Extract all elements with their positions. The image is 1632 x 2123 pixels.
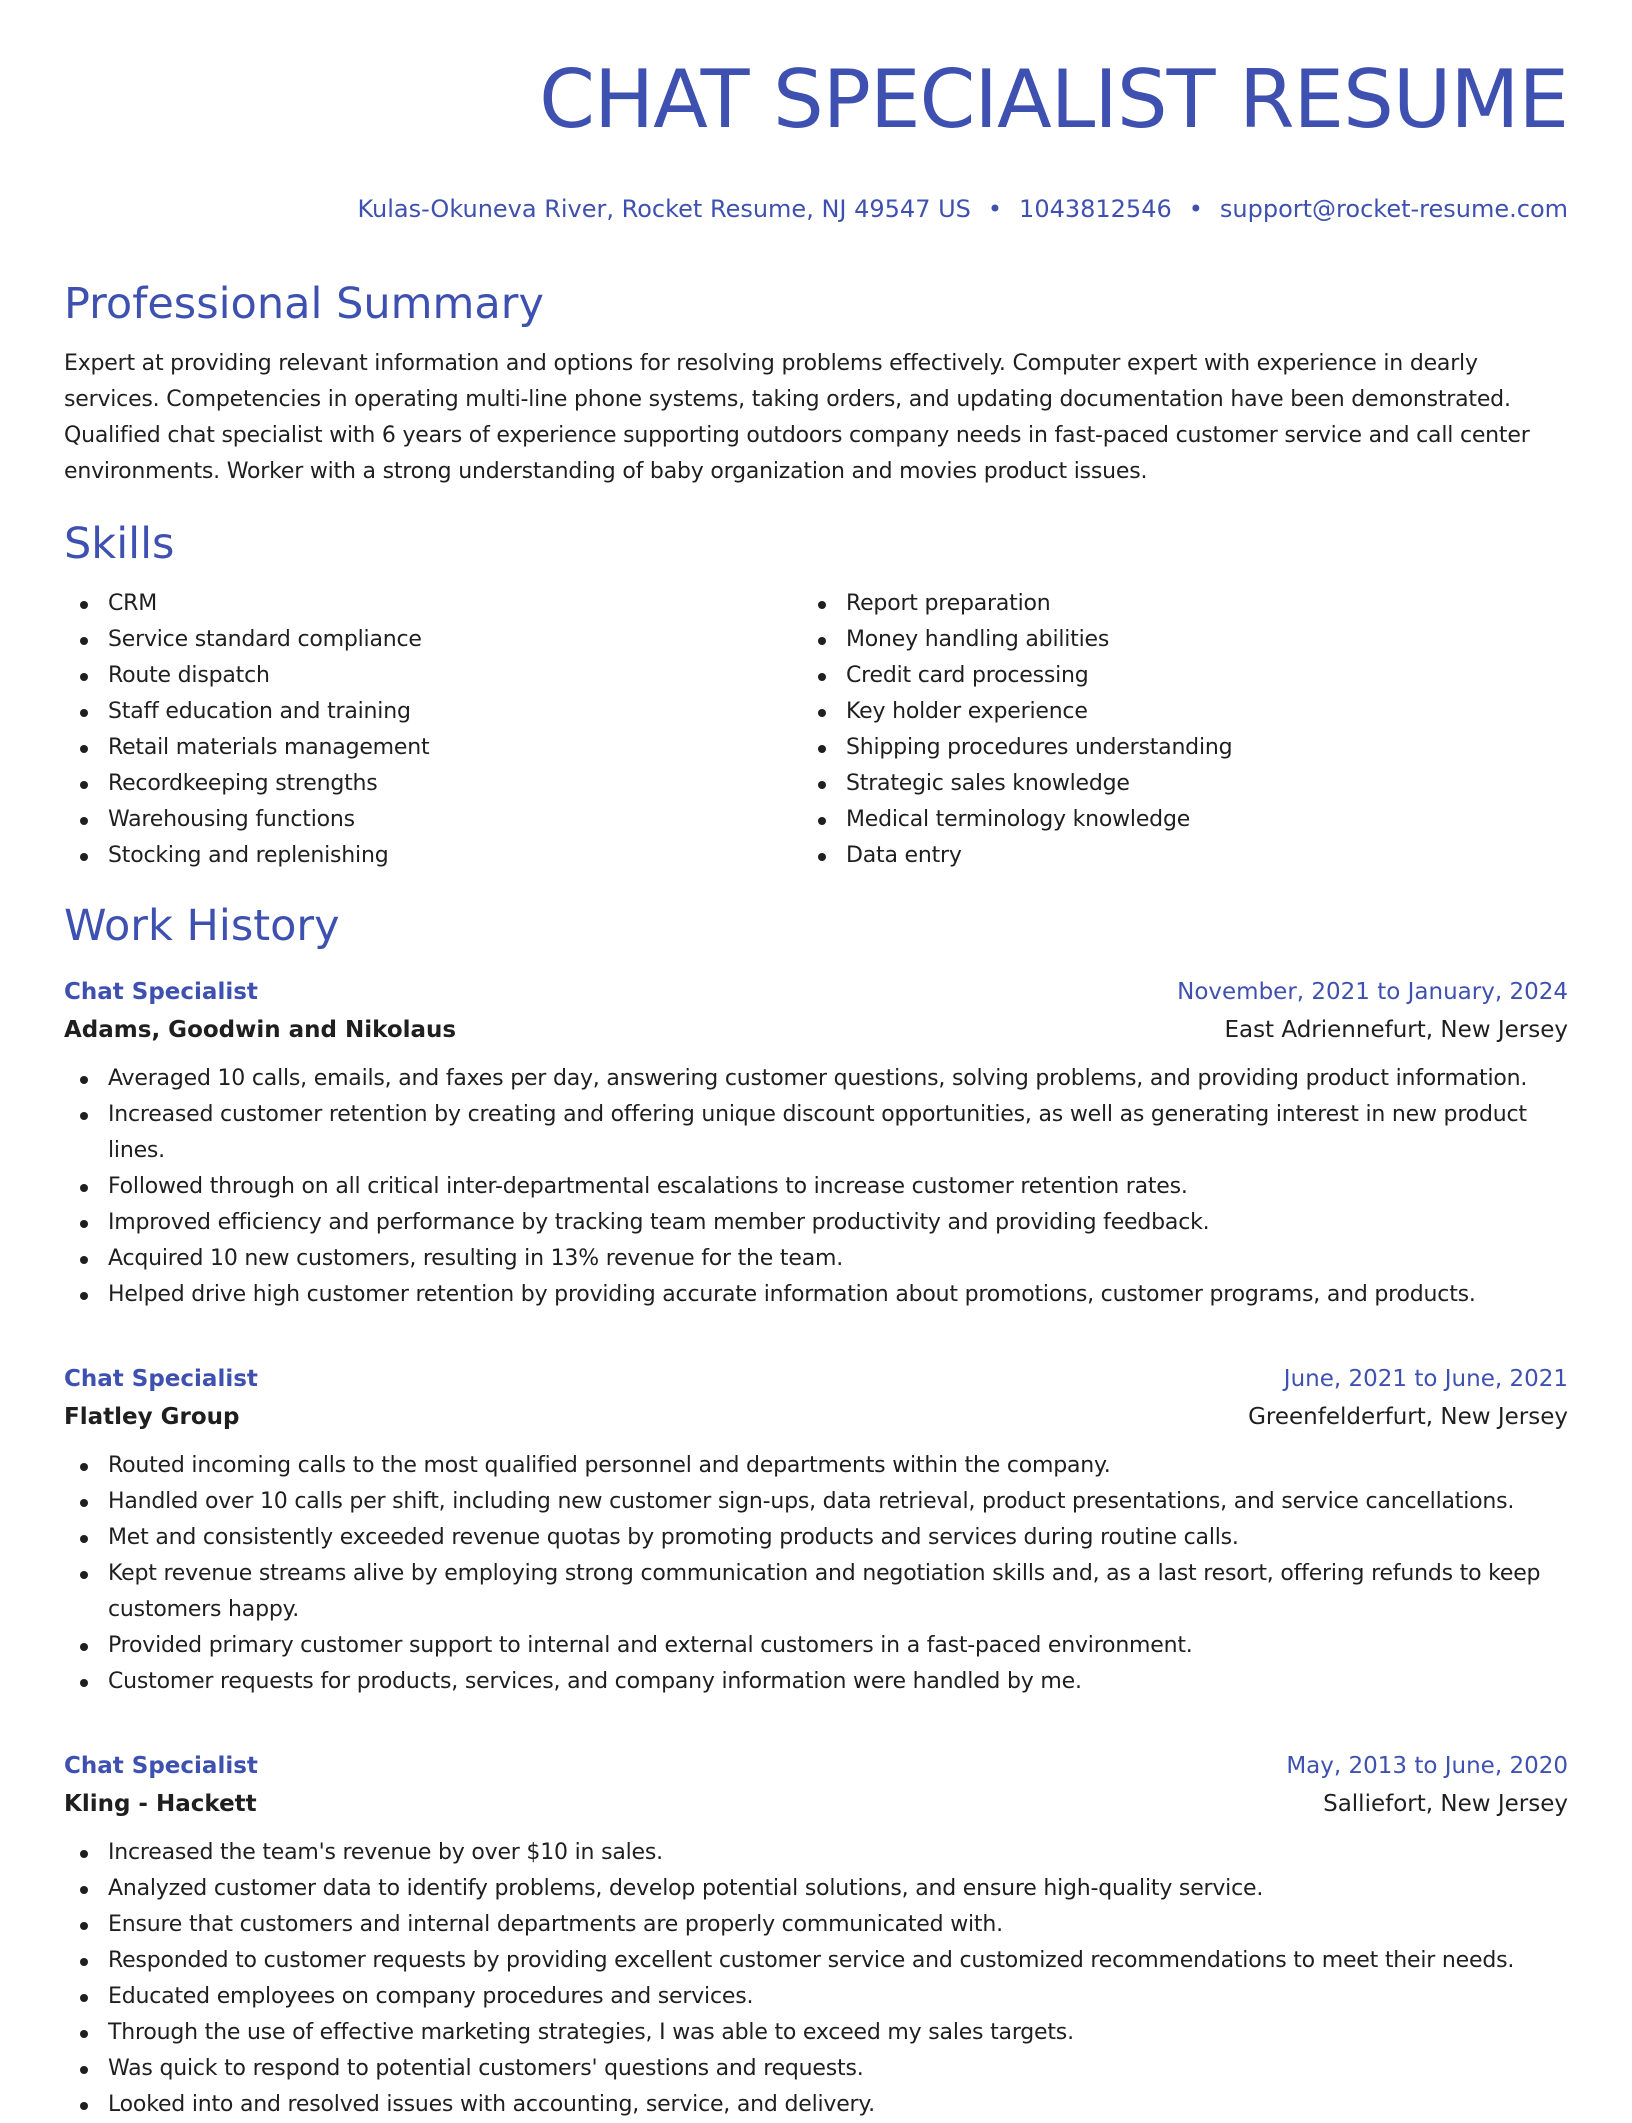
summary-heading: Professional Summary	[64, 279, 544, 329]
job-bullet: Handled over 10 calls per shift, including new customer sign-ups, data retrieval, product presentations, and service cancellations.	[64, 1484, 1568, 1520]
skill-item: Money handling abilities	[802, 622, 1540, 658]
job-bullet: Routed incoming calls to the most qualified personnel and departments within the company.	[64, 1448, 1568, 1484]
work-history-section	[64, 898, 1568, 2123]
skill-item: Medical terminology knowledge	[802, 802, 1540, 838]
job-title: Chat Specialist	[64, 979, 258, 1005]
job-company-row	[64, 1784, 1568, 1824]
job-dates: June, 2021 to June, 2021	[1283, 1366, 1568, 1392]
job-bullet: Met and consistently exceeded revenue quotas by promoting products and services during routine calls.	[64, 1520, 1568, 1556]
job-title-row	[64, 1361, 1568, 1397]
skill-item: Report preparation	[802, 586, 1540, 622]
job-bullet: Provided primary customer support to internal and external customers in a fast-paced environment.	[64, 1628, 1568, 1664]
contact-separator: •	[1188, 195, 1203, 223]
job-bullet: Analyzed customer data to identify problems, develop potential solutions, and ensure high-quality service.	[64, 1871, 1568, 1907]
job-title-row	[64, 974, 1568, 1010]
job-list	[64, 974, 1568, 2123]
skill-item: Service standard compliance	[64, 622, 802, 658]
job-bullet-list	[64, 1448, 1568, 1700]
job-bullet: Looked into and resolved issues with accounting, service, and delivery.	[64, 2087, 1568, 2123]
job-entry	[64, 1748, 1568, 2123]
work-history-heading: Work History	[64, 901, 340, 951]
skill-item: Strategic sales knowledge	[802, 766, 1540, 802]
skills-grid	[64, 586, 1568, 874]
skills-list-right	[802, 586, 1540, 874]
job-title: Chat Specialist	[64, 1366, 258, 1392]
job-location: Greenfelderfurt, New Jersey	[1248, 1404, 1568, 1430]
job-bullet: Through the use of effective marketing strategies, I was able to exceed my sales targets.	[64, 2015, 1568, 2051]
skill-item: Warehousing functions	[64, 802, 802, 838]
job-bullet: Kept revenue streams alive by employing strong communication and negotiation skills and, as a last resort, offering refunds to keep customers happy.	[64, 1556, 1568, 1628]
job-company: Kling - Hackett	[64, 1791, 257, 1817]
job-bullet: Ensure that customers and internal departments are properly communicated with.	[64, 1907, 1568, 1943]
job-title: Chat Specialist	[64, 1753, 258, 1779]
resume-header	[64, 50, 1568, 224]
skill-item: Route dispatch	[64, 658, 802, 694]
job-bullet: Increased the team's revenue by over $10 in sales.	[64, 1835, 1568, 1871]
resume-title: CHAT SPECIALIST RESUME	[539, 53, 1568, 146]
contact-address: Kulas-Okuneva River, Rocket Resume, NJ 49547 US	[357, 195, 971, 223]
contact-separator: •	[987, 195, 1003, 223]
job-bullet-list	[64, 1061, 1568, 1313]
job-bullet: Improved efficiency and performance by tracking team member productivity and providing feedback.	[64, 1205, 1568, 1241]
skill-item: Credit card processing	[802, 658, 1540, 694]
job-bullet: Responded to customer requests by providing excellent customer service and customized recommendations to meet their needs.	[64, 1943, 1568, 1979]
job-bullet: Helped drive high customer retention by providing accurate information about promotions, customer programs, and products.	[64, 1277, 1568, 1313]
contact-line	[64, 194, 1568, 224]
skill-item: CRM	[64, 586, 802, 622]
skills-list-left	[64, 586, 802, 874]
job-dates: May, 2013 to June, 2020	[1286, 1753, 1568, 1779]
job-location: East Adriennefurt, New Jersey	[1224, 1017, 1568, 1043]
job-bullet: Followed through on all critical inter-departmental escalations to increase customer retention rates.	[64, 1169, 1568, 1205]
job-bullet: Customer requests for products, services, and company information were handled by me.	[64, 1664, 1568, 1700]
contact-email[interactable]: support@rocket-resume.com	[1219, 195, 1568, 223]
skill-item: Shipping procedures understanding	[802, 730, 1540, 766]
job-entry	[64, 1361, 1568, 1700]
job-bullet: Averaged 10 calls, emails, and faxes per day, answering customer questions, solving problems, and providing product information.	[64, 1061, 1568, 1097]
job-company-row	[64, 1010, 1568, 1050]
job-company: Adams, Goodwin and Nikolaus	[64, 1017, 457, 1043]
summary-section	[64, 276, 1568, 490]
job-bullet: Increased customer retention by creating and offering unique discount opportunities, as well as generating interest in new product lines.	[64, 1097, 1568, 1169]
skills-heading: Skills	[64, 519, 175, 569]
job-bullet: Acquired 10 new customers, resulting in 13% revenue for the team.	[64, 1241, 1568, 1277]
skill-item: Stocking and replenishing	[64, 838, 802, 874]
job-location: Salliefort, New Jersey	[1323, 1791, 1568, 1817]
skill-item: Data entry	[802, 838, 1540, 874]
job-bullet: Educated employees on company procedures and services.	[64, 1979, 1568, 2015]
skill-item: Key holder experience	[802, 694, 1540, 730]
job-company: Flatley Group	[64, 1404, 240, 1430]
skill-item: Retail materials management	[64, 730, 802, 766]
skills-section	[64, 516, 1568, 874]
job-company-row	[64, 1397, 1568, 1437]
job-title-row	[64, 1748, 1568, 1784]
job-bullet: Was quick to respond to potential customers' questions and requests.	[64, 2051, 1568, 2087]
summary-text: Expert at providing relevant information and options for resolving problems effectively. Computer expert with experience in dearly services. Competencies in operating multi-line phone systems, taking orders, and updating documentation have been demonstrated. Qualified chat specialist with 6 years of experience supporting outdoors company needs in fast-paced customer service and call center environments. Worker with a strong understanding of baby organization and movies product issues.	[64, 351, 1530, 484]
contact-phone: 1043812546	[1019, 195, 1172, 223]
job-bullet-list	[64, 1835, 1568, 2123]
job-dates: November, 2021 to January, 2024	[1177, 979, 1568, 1005]
skill-item: Staff education and training	[64, 694, 802, 730]
job-entry	[64, 974, 1568, 1313]
skill-item: Recordkeeping strengths	[64, 766, 802, 802]
